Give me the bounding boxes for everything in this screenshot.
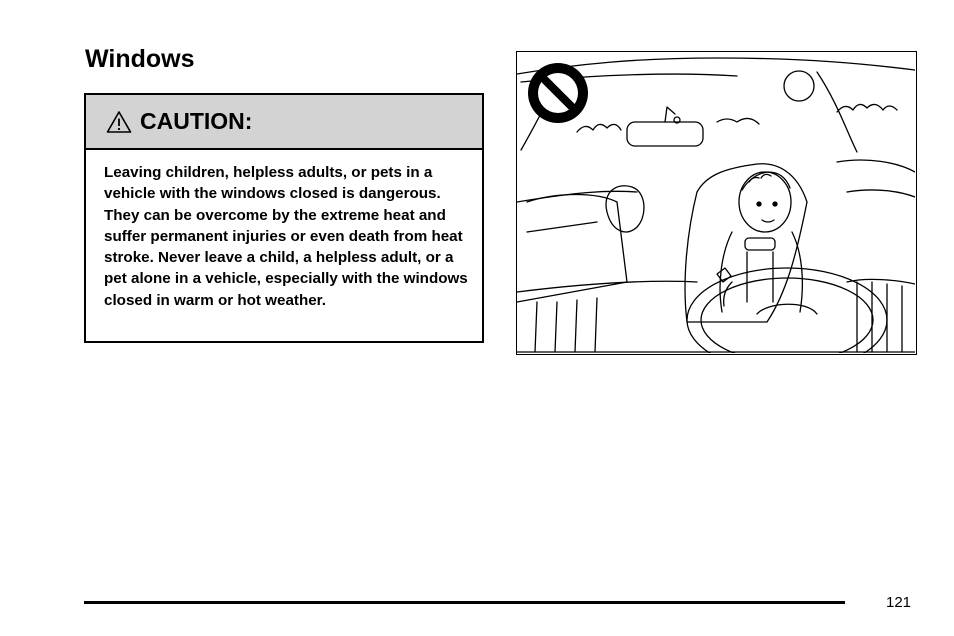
- caution-text: Leaving children, helpless adults, or pets in a vehicle with the windows closed is dangerous. They can be overcome by the extreme heat and suffer permanent injuries or even death from heat stroke. Never leave a child, a helpless adult, or a pet alone in a vehicle, especially with the windows closed in warm or hot weather.: [104, 164, 468, 309]
- caution-label: CAUTION:: [140, 108, 253, 134]
- child-in-car-illustration: [516, 51, 917, 355]
- caution-header: [86, 95, 482, 150]
- warning-triangle-icon: [106, 110, 132, 134]
- prohibition-icon: [527, 62, 589, 124]
- page-number: 121: [886, 594, 912, 611]
- caution-box: [84, 93, 484, 343]
- section-title: Windows: [85, 45, 195, 73]
- footer-rule: [84, 601, 845, 604]
